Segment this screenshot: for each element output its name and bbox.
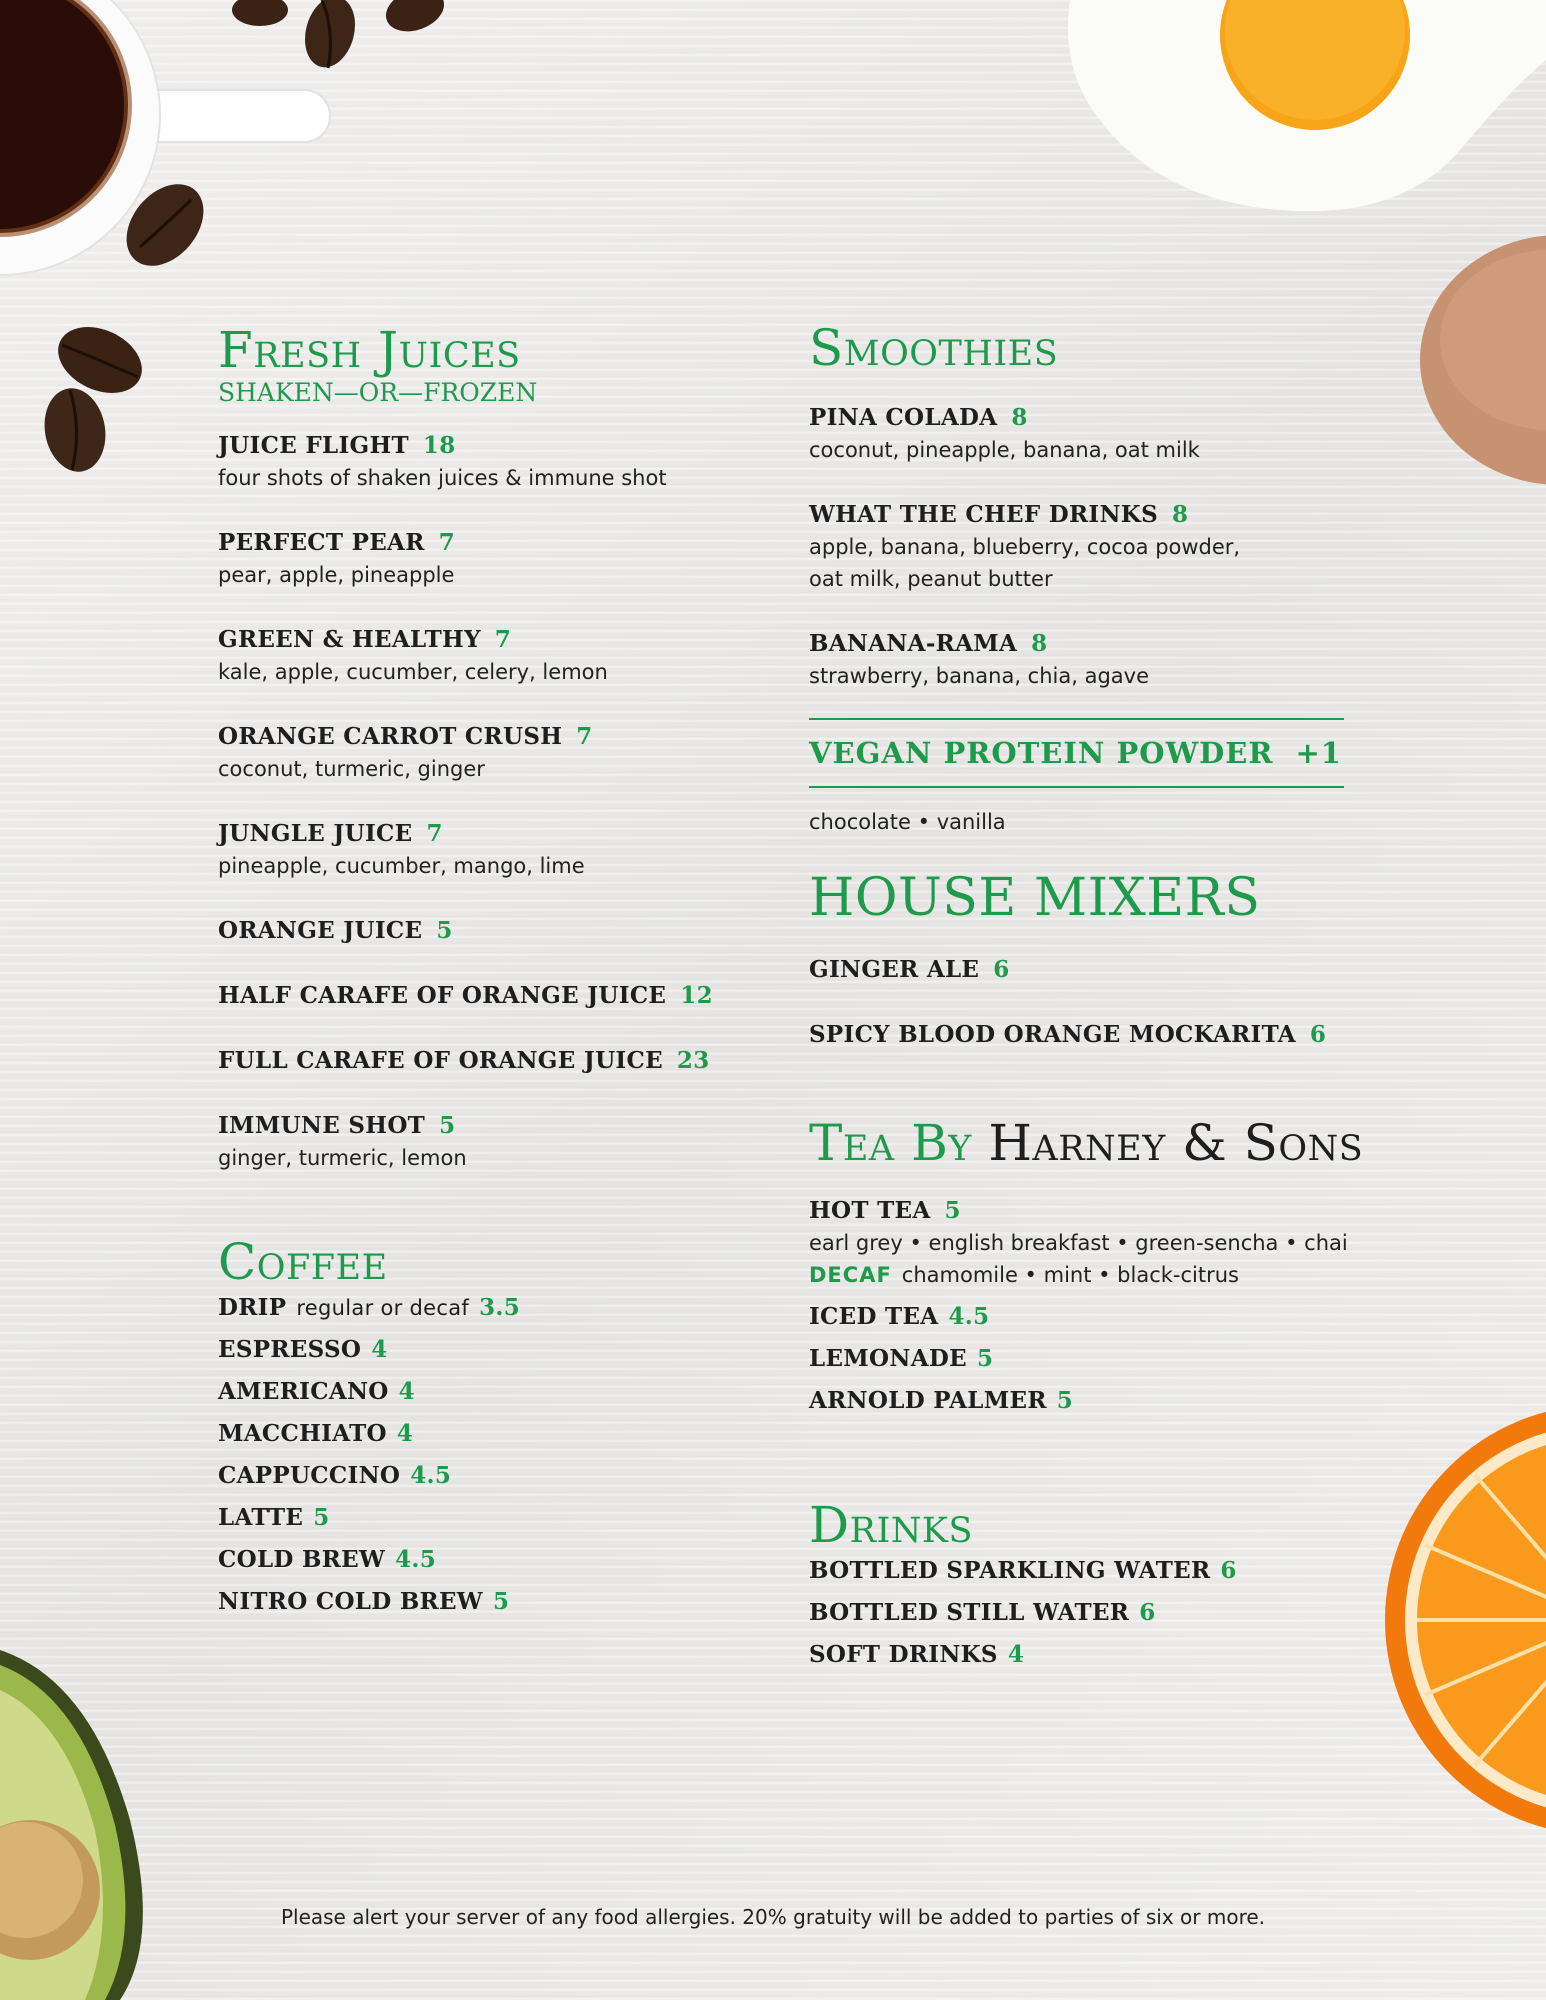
item-price: 6 xyxy=(1309,1021,1327,1048)
smoothies-section xyxy=(809,318,1349,838)
menu-item-orange-juice xyxy=(218,915,778,947)
decaf-line xyxy=(809,1259,1349,1291)
coffee-bean-icon xyxy=(115,175,215,275)
item-price: 8 xyxy=(1031,630,1048,657)
item-name: ICED TEA xyxy=(809,1303,939,1330)
item-price: 7 xyxy=(494,626,512,653)
brown-egg-icon xyxy=(1410,220,1546,520)
menu-item-half-carafe xyxy=(218,980,778,1012)
coffee-bean-icon xyxy=(210,0,470,100)
right-column xyxy=(809,318,1364,1671)
house-mixers-section xyxy=(809,868,1349,1051)
menu-item-cold-brew xyxy=(218,1544,778,1576)
decaf-desc: chamomile • mint • black-citrus xyxy=(901,1263,1239,1287)
item-desc: pear, apple, pineapple xyxy=(218,563,455,587)
decaf-label: DECAF xyxy=(809,1263,892,1287)
menu-item-orange-carrot-crush xyxy=(218,721,778,785)
tea-title-a: Tea By xyxy=(809,1114,972,1172)
menu-item-what-the-chef-drinks xyxy=(809,499,1349,595)
drinks-title: Drinks xyxy=(809,1496,974,1554)
menu-item-perfect-pear xyxy=(218,527,778,591)
item-desc-line2: oat milk, peanut butter xyxy=(809,567,1053,591)
item-price: 6 xyxy=(1220,1557,1237,1584)
menu-item-sparkling-water xyxy=(809,1555,1349,1587)
item-price: 7 xyxy=(426,820,443,847)
item-name: NITRO COLD BREW xyxy=(218,1588,483,1615)
item-name: LATTE xyxy=(218,1504,304,1531)
item-price: 18 xyxy=(422,432,456,459)
item-name: DRIP xyxy=(218,1294,287,1321)
item-price: 4.5 xyxy=(410,1462,452,1489)
item-name: JUNGLE JUICE xyxy=(218,820,413,847)
item-name: GINGER ALE xyxy=(809,956,980,983)
fresh-juices-subtitle: SHAKEN—OR—FROZEN xyxy=(218,378,538,407)
menu-item-still-water xyxy=(809,1597,1349,1629)
menu-item-ginger-ale xyxy=(809,954,1349,986)
item-desc: kale, apple, cucumber, celery, lemon xyxy=(218,660,608,684)
item-price: 12 xyxy=(680,982,713,1009)
item-name: ESPRESSO xyxy=(218,1336,362,1363)
addon-price: +1 xyxy=(1295,736,1342,770)
menu-item-espresso xyxy=(218,1334,778,1366)
coffee-section xyxy=(218,1232,778,1618)
left-column xyxy=(218,320,778,1618)
menu-item-lemonade xyxy=(809,1343,1349,1375)
menu-item-iced-tea xyxy=(809,1301,1349,1333)
orange-slice-icon xyxy=(1385,1385,1546,1855)
item-price: 5 xyxy=(439,1112,456,1139)
item-price: 5 xyxy=(492,1588,510,1615)
item-name: ORANGE JUICE xyxy=(218,917,423,944)
item-name: ARNOLD PALMER xyxy=(809,1387,1047,1414)
menu-item-pina-colada xyxy=(809,402,1349,466)
avocado-icon xyxy=(0,1650,160,2000)
menu-item-cappuccino xyxy=(218,1460,778,1492)
coffee-title: Coffee xyxy=(218,1233,388,1291)
item-name: BANANA-RAMA xyxy=(809,630,1018,657)
item-name: SPICY BLOOD ORANGE MOCKARITA xyxy=(809,1021,1296,1048)
tea-section xyxy=(809,1113,1364,1417)
fresh-juices-title: Fresh Juices xyxy=(218,321,521,379)
item-desc: coconut, pineapple, banana, oat milk xyxy=(809,438,1200,462)
item-name: ORANGE CARROT CRUSH xyxy=(218,723,563,750)
drinks-section xyxy=(809,1495,1349,1671)
item-desc: pineapple, cucumber, mango, lime xyxy=(218,854,585,878)
item-name: JUICE FLIGHT xyxy=(218,432,409,459)
item-name: BOTTLED STILL WATER xyxy=(809,1599,1130,1626)
addon-desc: chocolate • vanilla xyxy=(809,810,1006,834)
house-mixers-title: HOUSE MIXERS xyxy=(809,868,1261,928)
addon-rule-bottom xyxy=(809,786,1344,788)
item-price: 7 xyxy=(576,723,593,750)
tea-title xyxy=(809,1113,1364,1173)
item-name: SOFT DRINKS xyxy=(809,1641,998,1668)
menu-item-green-healthy xyxy=(218,624,778,688)
item-name: HOT TEA xyxy=(809,1197,931,1224)
item-name: LEMONADE xyxy=(809,1345,967,1372)
menu-item-banana-rama xyxy=(809,628,1349,692)
item-price: 23 xyxy=(676,1047,710,1074)
item-desc: apple, banana, blueberry, cocoa powder, xyxy=(809,535,1241,559)
menu-item-arnold-palmer xyxy=(809,1385,1349,1417)
item-price: 5 xyxy=(944,1197,961,1224)
item-price: 7 xyxy=(438,529,455,556)
item-price: 4 xyxy=(1007,1641,1025,1668)
item-name: PERFECT PEAR xyxy=(218,529,425,556)
item-name: MACCHIATO xyxy=(218,1420,387,1447)
menu-item-juice-flight xyxy=(218,430,778,494)
item-desc: earl grey • english breakfast • green-sencha • chai xyxy=(809,1231,1348,1255)
menu-item-immune-shot xyxy=(218,1110,778,1174)
smoothies-title: Smoothies xyxy=(809,319,1059,377)
item-name: COLD BREW xyxy=(218,1546,386,1573)
item-desc: strawberry, banana, chia, agave xyxy=(809,664,1150,688)
item-price: 4 xyxy=(371,1336,388,1363)
item-name: CAPPUCCINO xyxy=(218,1462,401,1489)
fried-egg-icon xyxy=(1040,0,1546,250)
item-name: FULL CARAFE OF ORANGE JUICE xyxy=(218,1047,663,1074)
vegan-protein-addon xyxy=(809,720,1349,786)
item-price: 4.5 xyxy=(395,1546,437,1573)
fresh-juices-section xyxy=(218,320,778,1174)
menu-item-soft-drinks xyxy=(809,1639,1349,1671)
item-price: 5 xyxy=(976,1345,994,1372)
item-price: 4 xyxy=(396,1420,414,1447)
menu-item-mockarita xyxy=(809,1019,1349,1051)
item-price: 5 xyxy=(1056,1387,1074,1414)
allergy-footer-note: Please alert your server of any food allergies. 20% gratuity will be added to parties of six or more. xyxy=(280,1905,1266,1929)
item-price: 6 xyxy=(1139,1599,1156,1626)
menu-item-nitro-cold-brew xyxy=(218,1586,778,1618)
menu-item-full-carafe xyxy=(218,1045,778,1077)
item-name: WHAT THE CHEF DRINKS xyxy=(809,501,1159,528)
item-note: regular or decaf xyxy=(296,1296,470,1320)
item-desc: four shots of shaken juices & immune shot xyxy=(218,466,667,490)
menu-item-americano xyxy=(218,1376,778,1408)
item-name: GREEN & HEALTHY xyxy=(218,626,481,653)
menu-item-latte xyxy=(218,1502,778,1534)
item-name: PINA COLADA xyxy=(809,404,998,431)
menu-item-hot-tea xyxy=(809,1195,1349,1291)
item-price: 4 xyxy=(398,1378,415,1405)
menu-item-macchiato xyxy=(218,1418,778,1450)
tea-title-brand: Harney & Sons xyxy=(988,1114,1364,1172)
item-price: 8 xyxy=(1172,501,1189,528)
addon-name: VEGAN PROTEIN POWDER xyxy=(809,736,1274,770)
menu-item-drip xyxy=(218,1292,778,1324)
item-price: 8 xyxy=(1011,404,1028,431)
item-name: IMMUNE SHOT xyxy=(218,1112,426,1139)
item-desc: coconut, turmeric, ginger xyxy=(218,757,485,781)
item-price: 6 xyxy=(993,956,1010,983)
item-name: BOTTLED SPARKLING WATER xyxy=(809,1557,1211,1584)
item-name: AMERICANO xyxy=(218,1378,389,1405)
item-desc: ginger, turmeric, lemon xyxy=(218,1146,467,1170)
coffee-bean-icon xyxy=(30,315,160,475)
item-price: 3.5 xyxy=(479,1294,521,1321)
menu-item-jungle-juice xyxy=(218,818,778,882)
item-name: HALF CARAFE OF ORANGE JUICE xyxy=(218,982,667,1009)
item-price: 5 xyxy=(436,917,453,944)
item-price: 5 xyxy=(313,1504,330,1531)
item-price: 4.5 xyxy=(948,1303,990,1330)
